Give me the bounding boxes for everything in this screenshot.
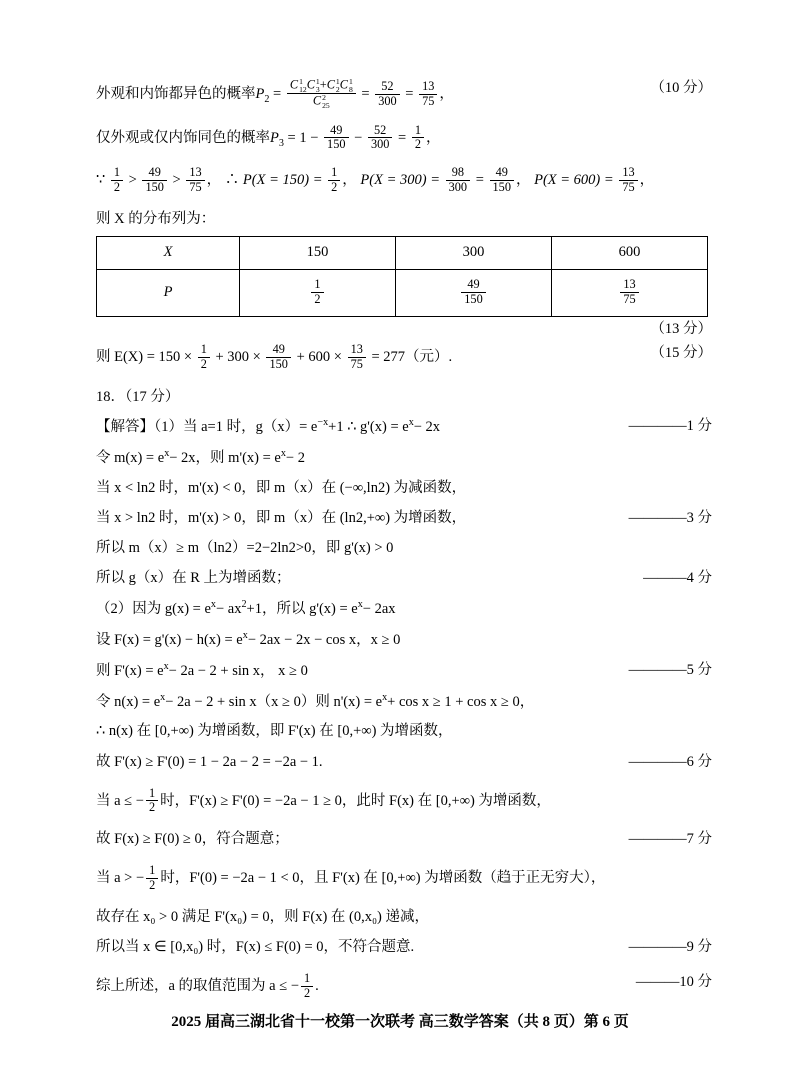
numerator: 1 — [328, 166, 340, 181]
denominator: 150 — [464, 292, 483, 307]
solution-line-p3 — [96, 124, 712, 153]
step-text: 令 m(x) = e — [96, 450, 165, 467]
solution-18-step-15 — [96, 864, 712, 893]
step-text: 所以当 x ∈ [0,x₀) 时，F(x) ≤ F(0) = 0，不符合题意. — [96, 938, 415, 955]
fraction-13-75 — [419, 80, 437, 109]
fraction-13-75 — [619, 166, 637, 195]
denominator: 2 — [148, 800, 156, 815]
c-letter: C — [306, 77, 315, 92]
denominator: 2 — [314, 292, 321, 307]
fraction-49-150 — [324, 124, 348, 153]
solution-18-step-8 — [96, 629, 712, 651]
solution-18-step-16 — [96, 907, 712, 928]
p2-equals: = — [273, 85, 282, 102]
step-text: 【解答】（1）当 a=1 时，g（x）= e — [96, 419, 318, 436]
fraction-1-2 — [328, 166, 340, 195]
denominator: 75 — [189, 179, 202, 194]
step-text: 故 F'(x) ≥ F'(0) = 1 − 2a − 2 = −2a − 1. — [96, 753, 323, 770]
prob-x-600: P(X = 600) = — [534, 172, 614, 189]
table-cell-p-600 — [552, 269, 708, 316]
solution-line-p2 — [96, 78, 712, 110]
numerator: 13 — [186, 166, 204, 181]
expectation-line — [96, 343, 712, 372]
step-text-3: − 2x — [413, 419, 441, 436]
step-text: 令 n(x) = e — [96, 693, 161, 710]
fraction-1-2 — [111, 166, 123, 195]
numerator: 52 — [368, 124, 392, 139]
numerator: 98 — [446, 166, 470, 181]
table-row — [97, 269, 708, 316]
solution-18-step-11 — [96, 721, 712, 742]
numerator: 49 — [324, 124, 348, 139]
fraction-52-300 — [368, 124, 392, 153]
score-marker-13: （13 分） — [650, 320, 712, 337]
step-text: 故 F(x) ≥ F(0) ≥ 0，符合题意； — [96, 831, 289, 848]
step-text-2: − 2a − 2 + sin x（x ≥ 0）则 n'(x) = e — [165, 693, 383, 710]
numerator: 1 — [146, 864, 158, 879]
step-text: 当 x > ln2 时，m'(x) > 0，即 m（x）在 (ln2,+∞) 为增函数， — [96, 510, 467, 527]
exponent-x: x — [280, 448, 286, 460]
step-text-2: 时，F'(x) ≥ F'(0) = −2a − 1 ≥ 0，此时 F(x) 在 [0,+∞) 为增函数， — [160, 792, 551, 809]
score-marker-7: ————7 分 — [628, 831, 712, 848]
score-marker-10: （10 分） — [650, 80, 712, 96]
c-letter: C — [312, 93, 322, 108]
solution-18-step-5 — [96, 538, 712, 559]
fraction-52-300 — [375, 80, 399, 109]
numerator: 49 — [461, 278, 485, 293]
denominator: 300 — [448, 179, 468, 194]
table-cell-x-150: 150 — [240, 236, 396, 269]
exponent-x: x — [382, 691, 388, 703]
denominator: 150 — [269, 356, 288, 371]
comma: ， — [206, 172, 222, 189]
p2-prefix: 外观和内饰都异色的概率 — [96, 85, 256, 102]
numerator: 1 — [301, 972, 313, 987]
comma: ， — [515, 172, 531, 189]
step-text-4: − 2ax — [362, 600, 396, 617]
solution-18-step-2 — [96, 447, 712, 469]
fraction-49-150 — [490, 166, 514, 195]
ex-plus-1: + 300 × — [215, 348, 261, 365]
step-text: 则 F'(x) = e — [96, 662, 164, 679]
p3-symbol: P — [270, 129, 279, 146]
step-text: ∴ n(x) 在 [0,+∞) 为增函数，即 F'(x) 在 [0,+∞) 为增函数， — [96, 723, 453, 740]
denominator: 150 — [492, 179, 511, 194]
numerator: 52 — [375, 80, 399, 95]
c-letter: C — [339, 77, 348, 92]
fraction-49-150 — [142, 166, 166, 195]
distribution-table — [96, 236, 708, 317]
c-sub: 8 — [348, 84, 353, 94]
question-18-label: 18．（17 分） — [96, 389, 180, 406]
exponent: −x — [317, 417, 329, 429]
ex-prefix: 则 E(X) = 150 × — [96, 348, 193, 365]
numerator: 13 — [419, 80, 437, 95]
fraction-1-2 — [146, 864, 158, 893]
step-text: 综上所述，a 的取值范围为 a ≤ − — [96, 977, 300, 994]
comma: ， — [342, 172, 357, 189]
exponent-x: x — [164, 448, 170, 460]
numerator: 13 — [619, 166, 637, 181]
solution-18-step-13 — [96, 787, 712, 816]
c-letter: C — [326, 77, 335, 92]
step-text-3: − 2 — [285, 450, 305, 467]
c-sup: 1 — [335, 77, 340, 86]
fraction-1-2 — [198, 343, 210, 372]
equals-sign-2: = — [405, 85, 414, 102]
distribution-intro-text: 则 X 的分布列为： — [96, 210, 216, 227]
solution-18-step-12 — [96, 752, 712, 773]
score-marker-9: ————9 分 — [628, 938, 712, 955]
combination-c3-1 — [307, 78, 320, 93]
page-footer: 2025 届高三湖北省十一校第一次联考 高三数学答案（共 8 页）第 6 页 — [171, 1014, 629, 1030]
denominator: 300 — [370, 137, 390, 152]
numerator: 49 — [142, 166, 166, 181]
fraction — [620, 278, 638, 307]
therefore-symbol-2: ∴ — [224, 172, 240, 189]
solution-18-step-10 — [96, 691, 712, 713]
step-text: （2）因为 g(x) = e — [96, 600, 211, 617]
ex-plus-2: + 600 × — [296, 348, 342, 365]
numerator: 1 — [111, 166, 123, 181]
score-marker-4: ———4 分 — [643, 570, 712, 587]
c-sup: 1 — [299, 77, 303, 86]
minus-sign: − — [354, 129, 363, 146]
denominator: 75 — [622, 179, 635, 194]
exponent-2: 2 — [241, 599, 247, 611]
therefore-symbol: ∵ — [96, 172, 106, 189]
denominator: 150 — [327, 137, 346, 152]
numerator: 1 — [412, 124, 424, 139]
solution-18-step-6 — [96, 568, 712, 589]
c-letter: C — [289, 77, 299, 92]
numerator: 1 — [311, 278, 323, 293]
table-cell-p-300 — [396, 269, 552, 316]
score-marker-5: ————5 分 — [628, 661, 712, 678]
step-text: 设 F(x) = g'(x) − h(x) = e — [96, 631, 243, 648]
p2-fraction — [287, 78, 356, 110]
score-marker-6: ————6 分 — [628, 753, 712, 770]
c-sub: 3 — [315, 84, 320, 94]
numerator: 49 — [490, 166, 514, 181]
denominator: 75 — [350, 356, 363, 371]
step-text: 当 x < ln2 时，m'(x) < 0，即 m（x）在 (−∞,ln2) 为减函数， — [96, 480, 467, 497]
denominator: 75 — [623, 292, 636, 307]
step-text-2: − 2a − 2 + sin x， x ≥ 0 — [168, 662, 308, 679]
exponent-x: x — [163, 660, 169, 672]
comma: ， — [639, 172, 655, 189]
greater-than-2: > — [172, 172, 181, 189]
solution-line-inequality — [96, 166, 712, 195]
score-marker-15: （15 分） — [650, 344, 712, 361]
numerator: 49 — [266, 343, 290, 358]
step-text-2: − ax — [215, 600, 242, 617]
denominator: 2 — [304, 985, 311, 1000]
c-sub: 25 — [322, 100, 330, 110]
fraction-13-75 — [186, 166, 204, 195]
score-marker-1: ————1 分 — [628, 418, 712, 435]
p2-subscript: 2 — [264, 93, 270, 105]
step-text: 当 a ≤ − — [96, 792, 144, 809]
table-row — [97, 236, 708, 269]
solution-18-conclusion — [96, 972, 712, 1001]
question-number-18 — [96, 385, 712, 406]
combination-c8-1 — [340, 78, 353, 93]
score-marker-10b: ———10 分 — [635, 973, 712, 990]
step-text-2: 时，F'(0) = −2a − 1 < 0，且 F'(x) 在 [0,+∞) 为增函数（趋于正无穷大）， — [160, 870, 606, 887]
prob-x-150: P(X = 150) = — [242, 172, 323, 189]
numerator: 13 — [348, 343, 366, 358]
equals-sign: = — [361, 85, 370, 102]
c-sub: 2 — [335, 84, 340, 94]
table-cell-x-300: 300 — [396, 236, 552, 269]
fraction-98-300 — [446, 166, 470, 195]
c-sup: 2 — [322, 93, 326, 103]
p3-prefix: 仅外观或仅内饰同色的概率 — [96, 129, 270, 146]
exponent-x: x — [242, 629, 248, 641]
exponent-x: x — [408, 417, 414, 429]
solution-18-step-17 — [96, 937, 712, 958]
equals-sign: = — [475, 172, 484, 189]
solution-18-step-1 — [96, 416, 712, 438]
combination-c25-2 — [313, 94, 330, 109]
fraction — [461, 278, 485, 307]
denominator: 2 — [331, 179, 338, 194]
exponent-x: x — [160, 691, 166, 703]
table-cell-p-150 — [240, 269, 396, 316]
exponent-x: x — [357, 599, 363, 611]
denominator: 2 — [200, 356, 207, 371]
greater-than: > — [128, 172, 137, 189]
score-marker-3: ————3 分 — [628, 510, 712, 527]
p3-subscript: 3 — [278, 137, 284, 149]
denominator: 2 — [149, 877, 156, 892]
fraction — [311, 278, 323, 307]
step-text-2: +1 ∴ g'(x) = e — [328, 419, 409, 436]
score-line-13 — [96, 317, 712, 337]
p2-numerator — [287, 78, 356, 94]
denominator: 2 — [414, 137, 421, 152]
step-text-3: + cos x ≥ 1 + cos x ≥ 0， — [387, 693, 535, 710]
distribution-intro — [96, 209, 712, 230]
ex-result: = 277（元）. — [371, 348, 453, 365]
solution-18-step-3 — [96, 478, 712, 499]
solution-18-step-4 — [96, 508, 712, 529]
step-text-2: . — [315, 977, 319, 994]
solution-18-step-14 — [96, 829, 712, 850]
step-text: 故存在 x₀ > 0 满足 F'(x₀) = 0，则 F(x) 在 (0,x₀) 递减， — [96, 908, 429, 925]
fraction-13-75 — [348, 343, 366, 372]
c-sup: 1 — [315, 77, 320, 86]
prob-x-300: P(X = 300) = — [360, 172, 440, 189]
step-text: 所以 g（x）在 R 上为增函数； — [96, 570, 291, 587]
step-text-3: +1，所以 g'(x) = e — [246, 600, 358, 617]
table-cell-x-600: 600 — [552, 236, 708, 269]
combination-c2-1 — [327, 78, 340, 93]
p2-denominator — [287, 94, 356, 109]
solution-18-step-9 — [96, 660, 712, 682]
solution-18-step-7 — [96, 598, 712, 620]
denominator: 2 — [113, 179, 121, 194]
step-text-2: − 2x，则 m'(x) = e — [169, 450, 281, 467]
fraction-1-2 — [301, 972, 313, 1001]
step-text-2: − 2ax − 2x − cos x，x ≥ 0 — [247, 631, 401, 648]
numerator: 1 — [198, 343, 210, 358]
comma: ， — [439, 85, 454, 102]
denominator: 150 — [145, 179, 164, 194]
exponent-x: x — [210, 599, 216, 611]
p2-symbol: P — [255, 85, 265, 102]
table-cell-p-label: P — [97, 269, 240, 316]
equals-sign: = — [398, 129, 407, 146]
plus-sign: + — [319, 77, 327, 92]
combination-c12-1 — [290, 78, 307, 93]
c-sub: 12 — [299, 84, 307, 94]
step-text: 所以 m（x）≥ m（ln2）=2−2ln2>0，即 g'(x) > 0 — [96, 540, 394, 557]
c-sup: 1 — [348, 77, 353, 86]
numerator: 13 — [620, 278, 638, 293]
numerator: 1 — [146, 787, 158, 802]
fraction-1-2 — [412, 124, 424, 153]
fraction-49-150 — [266, 343, 290, 372]
table-cell-x-label: X — [97, 236, 240, 269]
denominator: 300 — [378, 93, 397, 108]
fraction-1-2 — [146, 787, 158, 816]
step-text: 当 a > − — [96, 870, 145, 887]
p3-equals: = 1 − — [287, 129, 319, 146]
comma: ， — [426, 129, 441, 146]
denominator: 75 — [422, 93, 435, 108]
